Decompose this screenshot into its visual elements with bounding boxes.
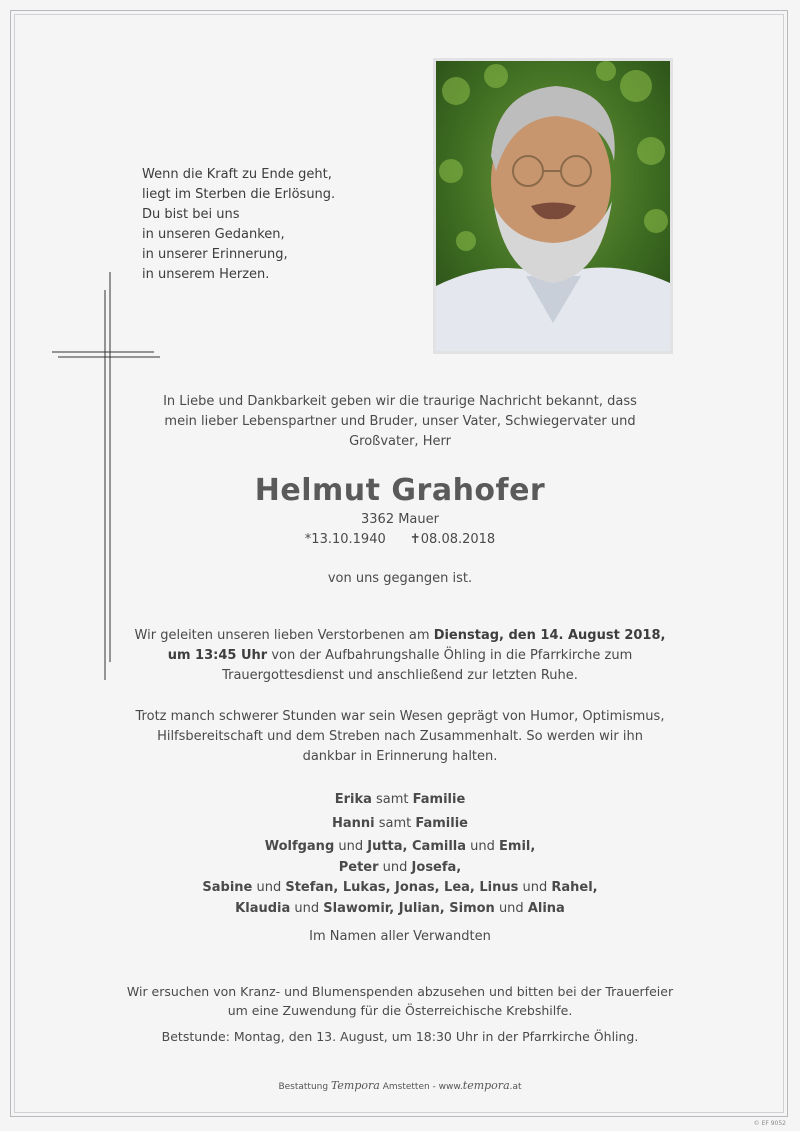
request-line: um eine Zuwendung für die Österreichische Krebshilfe.	[227, 1003, 573, 1018]
poem-line: in unserer Erinnerung,	[142, 247, 288, 262]
family-name: Klaudia	[235, 900, 291, 916]
family-connector: und	[290, 900, 324, 916]
family-connector: und	[466, 839, 500, 854]
footer-post[interactable]: .at	[509, 1082, 522, 1092]
relatives-text: Im Namen aller Verwandten	[309, 929, 491, 944]
family-name: Emil,	[499, 839, 536, 854]
poem	[142, 165, 402, 285]
memory-line: Hilfsbereitschaft und dem Streben nach Zusammenhalt. So werden wir ihn	[157, 729, 643, 744]
poem-line: in unseren Gedanken,	[142, 227, 285, 242]
poem-line: Du bist bei uns	[142, 207, 240, 222]
family-list	[0, 790, 800, 919]
intro-line: In Liebe und Dankbarkeit geben wir die traurige Nachricht bekannt, dass	[163, 394, 637, 409]
footer-brand-url[interactable]: tempora	[462, 1079, 510, 1092]
ceremony-time: um 13:45 Uhr	[167, 648, 268, 663]
family-name: Familie	[415, 815, 468, 831]
deceased-place: 3362 Mauer	[361, 512, 439, 527]
death-date: ✝08.08.2018	[409, 532, 496, 547]
ceremony-date: Dienstag, den 14. August 2018,	[433, 628, 666, 643]
donation-request	[0, 982, 800, 1020]
ceremony-line	[0, 646, 800, 666]
family-row	[0, 899, 800, 920]
ceremony-text	[0, 626, 800, 686]
family-row	[0, 878, 800, 899]
family-connector: und	[252, 880, 286, 895]
family-connector: samt	[374, 815, 416, 831]
family-row	[0, 858, 800, 879]
poem-line: Wenn die Kraft zu Ende geht,	[142, 167, 332, 182]
ceremony-line	[0, 626, 800, 646]
poem-line: in unserem Herzen.	[142, 267, 270, 282]
memory-line: Trotz manch schwerer Stunden war sein Wesen geprägt von Humor, Optimismus,	[135, 709, 665, 724]
family-name: Wolfgang	[264, 839, 335, 854]
poem-line: liegt im Sterben die Erlösung.	[142, 187, 336, 202]
gone-text: von uns gegangen ist.	[327, 571, 473, 586]
deceased-name: Helmut Grahofer	[254, 473, 546, 508]
family-connector: und	[494, 900, 528, 916]
family-connector: und	[334, 839, 368, 854]
family-name: Josefa,	[411, 859, 462, 875]
intro-text	[0, 392, 800, 452]
family-name: Alina	[527, 900, 565, 916]
birth-date: *13.10.1940	[304, 532, 386, 547]
footer-mid[interactable]: Amstetten - www.	[379, 1082, 463, 1092]
family-name: Slawomir, Julian, Simon	[323, 900, 495, 916]
family-name: Jutta, Camilla	[367, 839, 467, 854]
family-connector: und	[518, 880, 552, 895]
ceremony-post: von der Aufbahrungshalle Öhling in die Pfarrkirche zum	[267, 648, 633, 663]
request-line: Wir ersuchen von Kranz- und Blumenspenden abzusehen und bitten bei der Trauerfeier	[126, 984, 674, 999]
family-name: Erika	[334, 792, 372, 807]
ceremony-line: Trauergottesdienst und anschließend zur letzten Ruhe.	[222, 668, 578, 683]
life-dates	[0, 532, 800, 547]
family-row	[0, 790, 800, 811]
family-name: Hanni	[331, 815, 375, 831]
ceremony-pre: Wir geleiten unseren lieben Verstorbenen am	[134, 628, 434, 643]
portrait-photo	[433, 58, 673, 354]
intro-line: Großvater, Herr	[349, 434, 451, 449]
copyright: © EF 9052	[753, 1120, 786, 1127]
memory-line: dankbar in Erinnerung halten.	[302, 749, 498, 764]
portrait-illustration	[436, 61, 670, 351]
family-name: Peter	[338, 859, 379, 875]
footer	[0, 1079, 800, 1092]
family-name: Familie	[412, 792, 466, 807]
prayer-hour: Betstunde: Montag, den 13. August, um 18:30 Uhr in der Pfarrkirche Öhling.	[161, 1029, 639, 1044]
footer-brand: Tempora	[330, 1079, 380, 1092]
memory-text	[0, 707, 800, 767]
family-name: Sabine	[202, 880, 253, 895]
family-row	[0, 837, 800, 858]
family-name: Rahel,	[551, 880, 598, 895]
family-connector: samt	[371, 792, 413, 807]
intro-line: mein lieber Lebenspartner und Bruder, unser Vater, Schwiegervater und	[164, 414, 636, 429]
family-connector: und	[378, 859, 412, 875]
family-row	[0, 814, 800, 835]
footer-pre: Bestattung	[278, 1082, 331, 1092]
family-name: Stefan, Lukas, Jonas, Lea, Linus	[285, 880, 519, 895]
